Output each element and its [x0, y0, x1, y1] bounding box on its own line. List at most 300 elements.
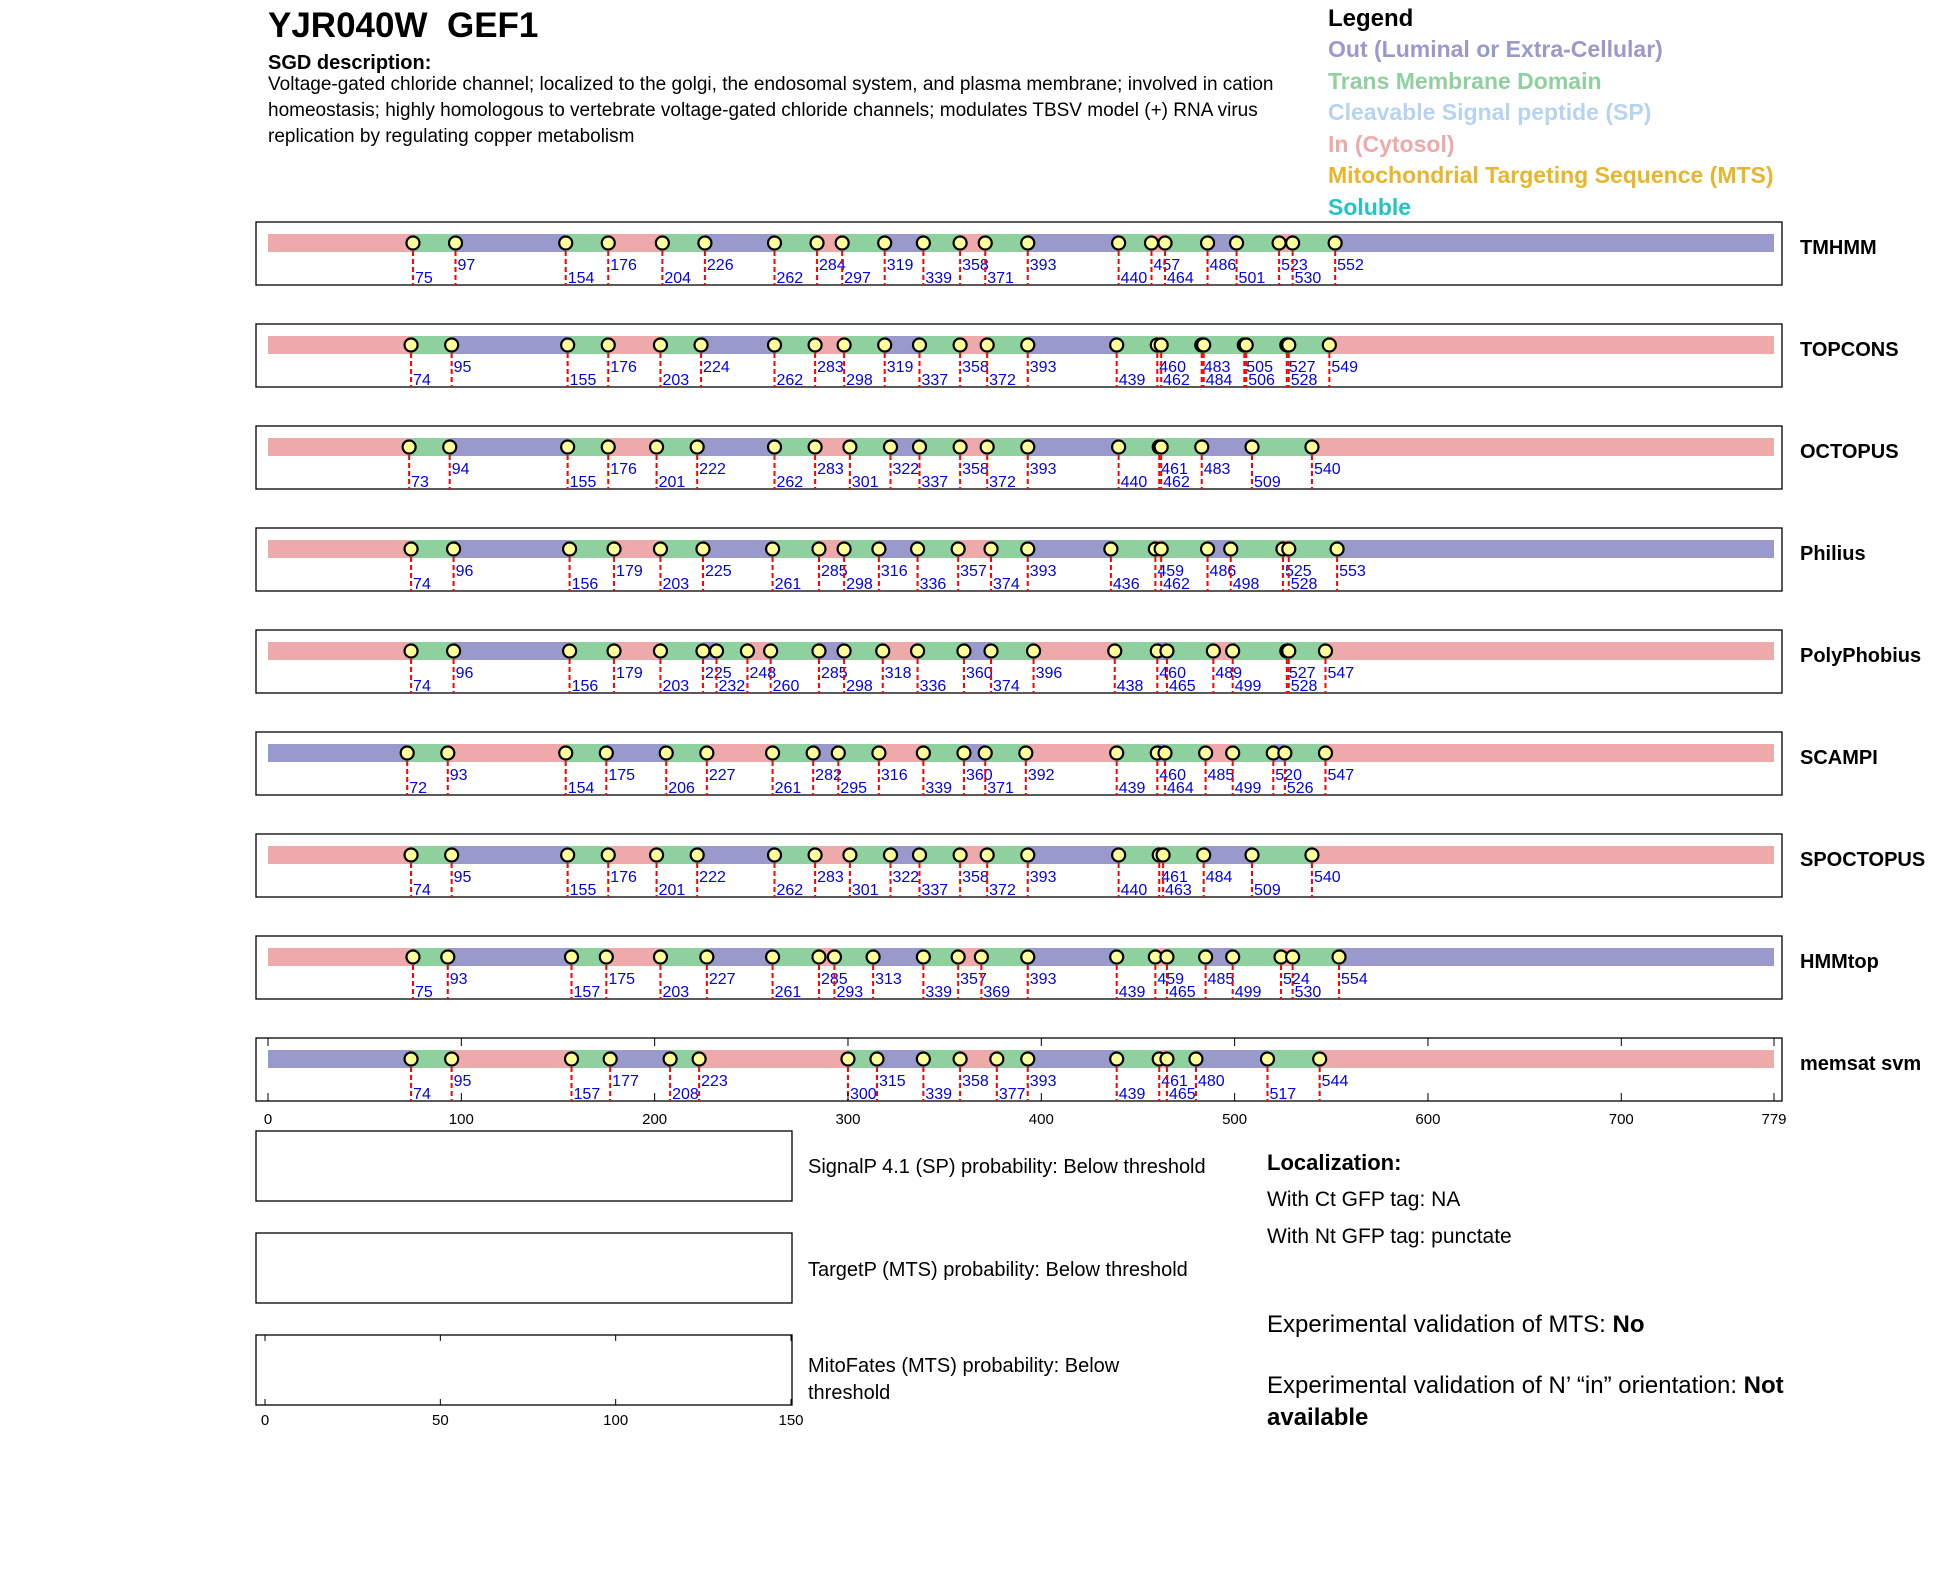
- axis-tick-label: 500: [1222, 1111, 1248, 1128]
- topology-segment: [1320, 1050, 1774, 1068]
- boundary-marker: [878, 237, 891, 250]
- boundary-label: 293: [836, 984, 864, 1001]
- boundary-marker: [766, 747, 779, 760]
- boundary-marker: [1240, 339, 1253, 352]
- boundary-marker: [696, 645, 709, 658]
- boundary-marker: [449, 237, 462, 250]
- boundary-marker: [405, 849, 418, 862]
- boundary-label: 461: [1161, 869, 1188, 886]
- localization-heading: Localization:: [1267, 1150, 1402, 1175]
- boundary-marker: [654, 645, 667, 658]
- boundary-marker: [1021, 543, 1034, 556]
- boundary-marker: [809, 339, 822, 352]
- boundary-label: 262: [776, 372, 804, 389]
- axis-tick-label: 200: [642, 1111, 668, 1128]
- boundary-marker: [1197, 849, 1210, 862]
- boundary-marker: [1112, 237, 1125, 250]
- boundary-label: 552: [1337, 257, 1364, 274]
- prob-axis-tick-label: 150: [778, 1412, 804, 1429]
- boundary-label: 499: [1234, 678, 1262, 695]
- boundary-marker: [1021, 441, 1034, 454]
- boundary-label: 248: [749, 665, 777, 682]
- boundary-marker: [1246, 441, 1259, 454]
- boundary-label: 176: [610, 461, 637, 478]
- description-heading: SGD description:: [268, 52, 432, 74]
- boundary-label: 528: [1290, 576, 1318, 593]
- boundary-label: 313: [875, 971, 902, 988]
- topology-segment: [697, 438, 774, 456]
- boundary-marker: [838, 645, 851, 658]
- boundary-marker: [447, 645, 460, 658]
- topology-segment: [268, 846, 411, 864]
- boundary-label: 318: [884, 665, 912, 682]
- topology-segment: [1335, 234, 1774, 252]
- boundary-marker: [913, 441, 926, 454]
- boundary-marker: [809, 441, 822, 454]
- boundary-marker: [872, 747, 885, 760]
- boundary-marker: [445, 339, 458, 352]
- boundary-label: 547: [1327, 767, 1355, 784]
- mts-validation: [1267, 1311, 1644, 1339]
- topology-segment: [1028, 948, 1117, 966]
- tm-segment: [1233, 642, 1287, 660]
- tm-segment: [1252, 846, 1312, 864]
- boundary-label: 393: [1029, 359, 1057, 376]
- boundary-label: 440: [1120, 882, 1148, 899]
- boundary-label: 553: [1339, 563, 1366, 580]
- topology-segment: [1312, 846, 1774, 864]
- boundary-label: 527: [1288, 665, 1316, 682]
- boundary-marker: [981, 441, 994, 454]
- topology-segment: [608, 336, 660, 354]
- topology-segment: [448, 948, 572, 966]
- boundary-label: 337: [921, 882, 949, 899]
- boundary-label: 371: [987, 270, 1014, 287]
- boundary-marker: [1110, 1053, 1123, 1066]
- boundary-marker: [401, 747, 414, 760]
- boundary-label: 485: [1207, 971, 1235, 988]
- track-name: PolyPhobius: [1800, 645, 1922, 667]
- boundary-marker: [917, 951, 930, 964]
- boundary-marker: [917, 1053, 930, 1066]
- boundary-label: 439: [1118, 984, 1146, 1001]
- boundary-label: 358: [962, 359, 989, 376]
- boundary-marker: [445, 849, 458, 862]
- localization-ct: With Ct GFP tag: NA: [1267, 1188, 1461, 1211]
- boundary-label: 96: [455, 665, 474, 682]
- boundary-label: 175: [608, 767, 636, 784]
- boundary-marker: [981, 849, 994, 862]
- boundary-marker: [405, 1053, 418, 1066]
- boundary-marker: [811, 237, 824, 250]
- boundary-marker: [917, 237, 930, 250]
- boundary-marker: [979, 237, 992, 250]
- boundary-marker: [812, 543, 825, 556]
- boundary-marker: [654, 339, 667, 352]
- boundary-label: 374: [993, 576, 1020, 593]
- boundary-marker: [561, 441, 574, 454]
- boundary-marker: [1323, 339, 1336, 352]
- topology-segment: [1028, 336, 1117, 354]
- boundary-label: 283: [817, 869, 844, 886]
- boundary-label: 93: [449, 971, 468, 988]
- legend-item-sp: Cleavable Signal peptide (SP): [1328, 99, 1652, 126]
- boundary-label: 283: [817, 461, 844, 478]
- boundary-label: 440: [1120, 270, 1148, 287]
- boundary-label: 499: [1234, 780, 1262, 797]
- boundary-marker: [913, 339, 926, 352]
- nin-validation-value-1: Not: [1743, 1372, 1784, 1399]
- boundary-marker: [1108, 645, 1121, 658]
- boundary-label: 155: [569, 882, 597, 899]
- boundary-marker: [957, 645, 970, 658]
- boundary-marker: [1195, 441, 1208, 454]
- boundary-label: 301: [851, 882, 879, 899]
- boundary-marker: [832, 747, 845, 760]
- boundary-marker: [1230, 237, 1243, 250]
- boundary-marker: [559, 747, 572, 760]
- boundary-marker: [700, 951, 713, 964]
- boundary-label: 261: [774, 780, 802, 797]
- boundary-label: 156: [571, 576, 599, 593]
- boundary-marker: [876, 645, 889, 658]
- topology-segment: [456, 234, 566, 252]
- boundary-marker: [954, 849, 967, 862]
- boundary-marker: [600, 951, 613, 964]
- boundary-marker: [913, 849, 926, 862]
- boundary-label: 460: [1159, 767, 1186, 784]
- topology-segment: [454, 540, 570, 558]
- boundary-label: 94: [451, 461, 470, 478]
- topology-segment: [268, 744, 407, 762]
- boundary-label: 75: [414, 270, 433, 287]
- boundary-label: 74: [413, 576, 431, 593]
- boundary-marker: [654, 543, 667, 556]
- boundary-label: 75: [414, 984, 433, 1001]
- boundary-label: 176: [610, 257, 637, 274]
- boundary-label: 336: [919, 678, 947, 695]
- boundary-label: 206: [668, 780, 695, 797]
- boundary-marker: [696, 543, 709, 556]
- boundary-label: 222: [699, 461, 726, 478]
- boundary-label: 372: [989, 474, 1016, 491]
- boundary-marker: [843, 849, 856, 862]
- boundary-label: 393: [1029, 563, 1057, 580]
- topology-segment: [1028, 234, 1119, 252]
- boundary-label: 262: [776, 882, 804, 899]
- boundary-label: 547: [1327, 665, 1355, 682]
- boundary-marker: [441, 951, 454, 964]
- boundary-marker: [1155, 339, 1168, 352]
- boundary-label: 179: [616, 665, 643, 682]
- topology-segment: [699, 1050, 848, 1068]
- boundary-marker: [563, 543, 576, 556]
- boundary-marker: [1286, 951, 1299, 964]
- boundary-label: 484: [1205, 869, 1233, 886]
- topology-segment: [707, 948, 773, 966]
- boundary-label: 175: [608, 971, 636, 988]
- topology-segment: [1026, 744, 1117, 762]
- boundary-label: 528: [1290, 678, 1318, 695]
- boundary-label: 226: [706, 257, 734, 274]
- boundary-label: 74: [413, 1086, 431, 1103]
- boundary-label: 465: [1168, 1086, 1196, 1103]
- topology-segment: [1034, 642, 1115, 660]
- topology-segment: [1325, 744, 1774, 762]
- boundary-marker: [445, 1053, 458, 1066]
- boundary-label: 358: [962, 257, 989, 274]
- boundary-label: 462: [1163, 576, 1190, 593]
- boundary-marker: [1199, 747, 1212, 760]
- boundary-label: 154: [567, 270, 595, 287]
- boundary-label: 222: [699, 869, 726, 886]
- boundary-marker: [1021, 951, 1034, 964]
- boundary-label: 393: [1029, 1073, 1057, 1090]
- boundary-marker: [952, 543, 965, 556]
- boundary-marker: [1110, 747, 1123, 760]
- boundary-label: 369: [983, 984, 1011, 1001]
- boundary-label: 464: [1167, 270, 1194, 287]
- probability-panel: [256, 1131, 792, 1201]
- boundary-label: 530: [1294, 270, 1322, 287]
- track-name: SCAMPI: [1800, 747, 1878, 769]
- topology-segment: [610, 1050, 670, 1068]
- boundary-marker: [1261, 1053, 1274, 1066]
- boundary-label: 260: [772, 678, 800, 695]
- topology-segment: [1312, 438, 1774, 456]
- boundary-label: 374: [993, 678, 1020, 695]
- boundary-marker: [917, 747, 930, 760]
- boundary-marker: [1199, 951, 1212, 964]
- axis-tick-label: 779: [1761, 1111, 1787, 1128]
- boundary-marker: [600, 747, 613, 760]
- boundary-marker: [406, 237, 419, 250]
- boundary-label: 262: [776, 270, 804, 287]
- boundary-marker: [695, 339, 708, 352]
- boundary-label: 554: [1341, 971, 1368, 988]
- boundary-label: 316: [880, 563, 908, 580]
- boundary-marker: [660, 747, 673, 760]
- boundary-marker: [1286, 237, 1299, 250]
- topology-segment: [452, 846, 568, 864]
- boundary-label: 520: [1275, 767, 1302, 784]
- boundary-label: 339: [925, 270, 953, 287]
- boundary-label: 393: [1029, 869, 1057, 886]
- boundary-label: 486: [1209, 563, 1237, 580]
- boundary-label: 179: [616, 563, 643, 580]
- topology-segment: [452, 1050, 572, 1068]
- boundary-label: 300: [849, 1086, 877, 1103]
- boundary-marker: [1246, 849, 1259, 862]
- topology-segment: [268, 1050, 411, 1068]
- tm-segment: [1252, 438, 1312, 456]
- topology-segment: [1337, 540, 1774, 558]
- boundary-label: 523: [1281, 257, 1308, 274]
- boundary-label: 74: [413, 882, 431, 899]
- boundary-label: 483: [1203, 461, 1231, 478]
- boundary-marker: [1197, 339, 1210, 352]
- boundary-label: 203: [662, 984, 690, 1001]
- topology-segment: [1028, 1050, 1117, 1068]
- boundary-label: 157: [573, 1086, 601, 1103]
- axis-tick-label: 400: [1028, 1111, 1054, 1128]
- boundary-label: 460: [1159, 359, 1186, 376]
- tm-segment: [1267, 1050, 1319, 1068]
- boundary-label: 97: [457, 257, 476, 274]
- legend-item-soluble: Soluble: [1328, 193, 1412, 220]
- boundary-label: 285: [820, 971, 848, 988]
- track-name: SPOCTOPUS: [1800, 849, 1926, 871]
- boundary-label: 485: [1207, 767, 1235, 784]
- boundary-marker: [841, 1053, 854, 1066]
- boundary-label: 377: [998, 1086, 1026, 1103]
- boundary-marker: [867, 951, 880, 964]
- boundary-label: 462: [1163, 474, 1190, 491]
- boundary-label: 465: [1168, 678, 1196, 695]
- boundary-marker: [766, 543, 779, 556]
- topology-segment: [1028, 846, 1119, 864]
- boundary-label: 74: [413, 678, 431, 695]
- boundary-label: 284: [819, 257, 846, 274]
- boundary-marker: [954, 237, 967, 250]
- boundary-marker: [405, 645, 418, 658]
- boundary-label: 336: [919, 576, 947, 593]
- boundary-marker: [884, 441, 897, 454]
- boundary-marker: [766, 951, 779, 964]
- axis-tick-label: 0: [263, 1111, 273, 1128]
- boundary-marker: [602, 339, 615, 352]
- topology-segment: [452, 336, 568, 354]
- boundary-marker: [838, 339, 851, 352]
- topology-segment: [1329, 336, 1774, 354]
- boundary-label: 501: [1238, 270, 1266, 287]
- tm-segment: [1231, 540, 1283, 558]
- boundary-label: 499: [1234, 984, 1262, 1001]
- description-text: Voltage-gated chloride channel; localized to the golgi, the endosomal system, and plasma membrane; involved in cation homeostasis; highly homologous to vertebrate voltage-gated chloride channels; modulates TBSV model (+) RNA virus replication by regulating copper metabolism: [268, 74, 1274, 147]
- boundary-label: 95: [453, 869, 472, 886]
- axis-tick-label: 600: [1415, 1111, 1441, 1128]
- boundary-label: 544: [1321, 1073, 1349, 1090]
- track-frame: [256, 222, 1782, 285]
- boundary-label: 480: [1197, 1073, 1225, 1090]
- boundary-marker: [768, 339, 781, 352]
- boundary-marker: [1145, 237, 1158, 250]
- boundary-marker: [838, 543, 851, 556]
- boundary-marker: [954, 339, 967, 352]
- boundary-label: 524: [1283, 971, 1310, 988]
- track-name: TOPCONS: [1800, 339, 1899, 361]
- boundary-label: 459: [1157, 563, 1185, 580]
- boundary-label: 509: [1254, 882, 1281, 899]
- boundary-label: 436: [1112, 576, 1140, 593]
- boundary-label: 201: [658, 474, 686, 491]
- boundary-label: 337: [921, 372, 949, 389]
- boundary-label: 155: [569, 474, 597, 491]
- prob-axis-tick-label: 0: [260, 1412, 270, 1429]
- probability-panel: [256, 1233, 792, 1303]
- boundary-marker: [1201, 543, 1214, 556]
- boundary-label: 282: [815, 767, 842, 784]
- boundary-label: 74: [413, 372, 431, 389]
- topology-segment: [606, 744, 666, 762]
- boundary-label: 203: [662, 372, 690, 389]
- boundary-label: 285: [820, 665, 848, 682]
- topology-segment: [606, 948, 660, 966]
- boundary-label: 484: [1205, 372, 1233, 389]
- boundary-label: 261: [774, 984, 802, 1001]
- boundary-marker: [911, 543, 924, 556]
- boundary-label: 396: [1035, 665, 1063, 682]
- boundary-marker: [878, 339, 891, 352]
- topology-segment: [268, 642, 411, 660]
- boundary-label: 371: [987, 780, 1014, 797]
- boundary-marker: [990, 1053, 1003, 1066]
- boundary-marker: [1226, 951, 1239, 964]
- boundary-marker: [1021, 849, 1034, 862]
- boundary-marker: [768, 441, 781, 454]
- probability-panel: [256, 1335, 792, 1405]
- boundary-marker: [764, 645, 777, 658]
- boundary-marker: [650, 441, 663, 454]
- boundary-label: 315: [878, 1073, 906, 1090]
- boundary-label: 461: [1161, 1073, 1188, 1090]
- boundary-label: 498: [1232, 576, 1260, 593]
- boundary-label: 157: [573, 984, 601, 1001]
- boundary-label: 155: [569, 372, 597, 389]
- boundary-label: 319: [886, 257, 914, 274]
- boundary-marker: [1226, 645, 1239, 658]
- boundary-marker: [563, 645, 576, 658]
- topology-segment: [1325, 642, 1774, 660]
- boundary-label: 486: [1209, 257, 1237, 274]
- boundary-label: 227: [708, 767, 736, 784]
- boundary-marker: [698, 237, 711, 250]
- boundary-label: 177: [612, 1073, 639, 1090]
- boundary-marker: [1282, 339, 1295, 352]
- boundary-label: 339: [925, 1086, 953, 1103]
- boundary-label: 540: [1313, 461, 1341, 478]
- boundary-marker: [691, 441, 704, 454]
- boundary-marker: [1282, 543, 1295, 556]
- boundary-label: 298: [846, 576, 873, 593]
- boundary-marker: [1160, 951, 1173, 964]
- boundary-marker: [1189, 1053, 1202, 1066]
- boundary-label: 393: [1029, 461, 1057, 478]
- boundary-label: 96: [455, 563, 474, 580]
- nin-validation: [1267, 1370, 1867, 1434]
- boundary-marker: [768, 849, 781, 862]
- track-name: HMMtop: [1800, 951, 1879, 973]
- boundary-marker: [405, 543, 418, 556]
- legend-title: Legend: [1328, 5, 1414, 32]
- boundary-label: 360: [965, 767, 993, 784]
- boundary-label: 156: [571, 678, 599, 695]
- boundary-marker: [812, 645, 825, 658]
- boundary-marker: [807, 747, 820, 760]
- boundary-marker: [1027, 645, 1040, 658]
- boundary-marker: [843, 441, 856, 454]
- boundary-marker: [1278, 747, 1291, 760]
- boundary-marker: [441, 747, 454, 760]
- boundary-marker: [1112, 441, 1125, 454]
- boundary-marker: [985, 645, 998, 658]
- boundary-label: 225: [704, 665, 732, 682]
- boundary-label: 298: [846, 678, 873, 695]
- boundary-marker: [1313, 1053, 1326, 1066]
- mts-validation-value: No: [1612, 1311, 1645, 1338]
- nin-validation-value-2: available: [1267, 1404, 1369, 1431]
- boundary-label: 528: [1290, 372, 1318, 389]
